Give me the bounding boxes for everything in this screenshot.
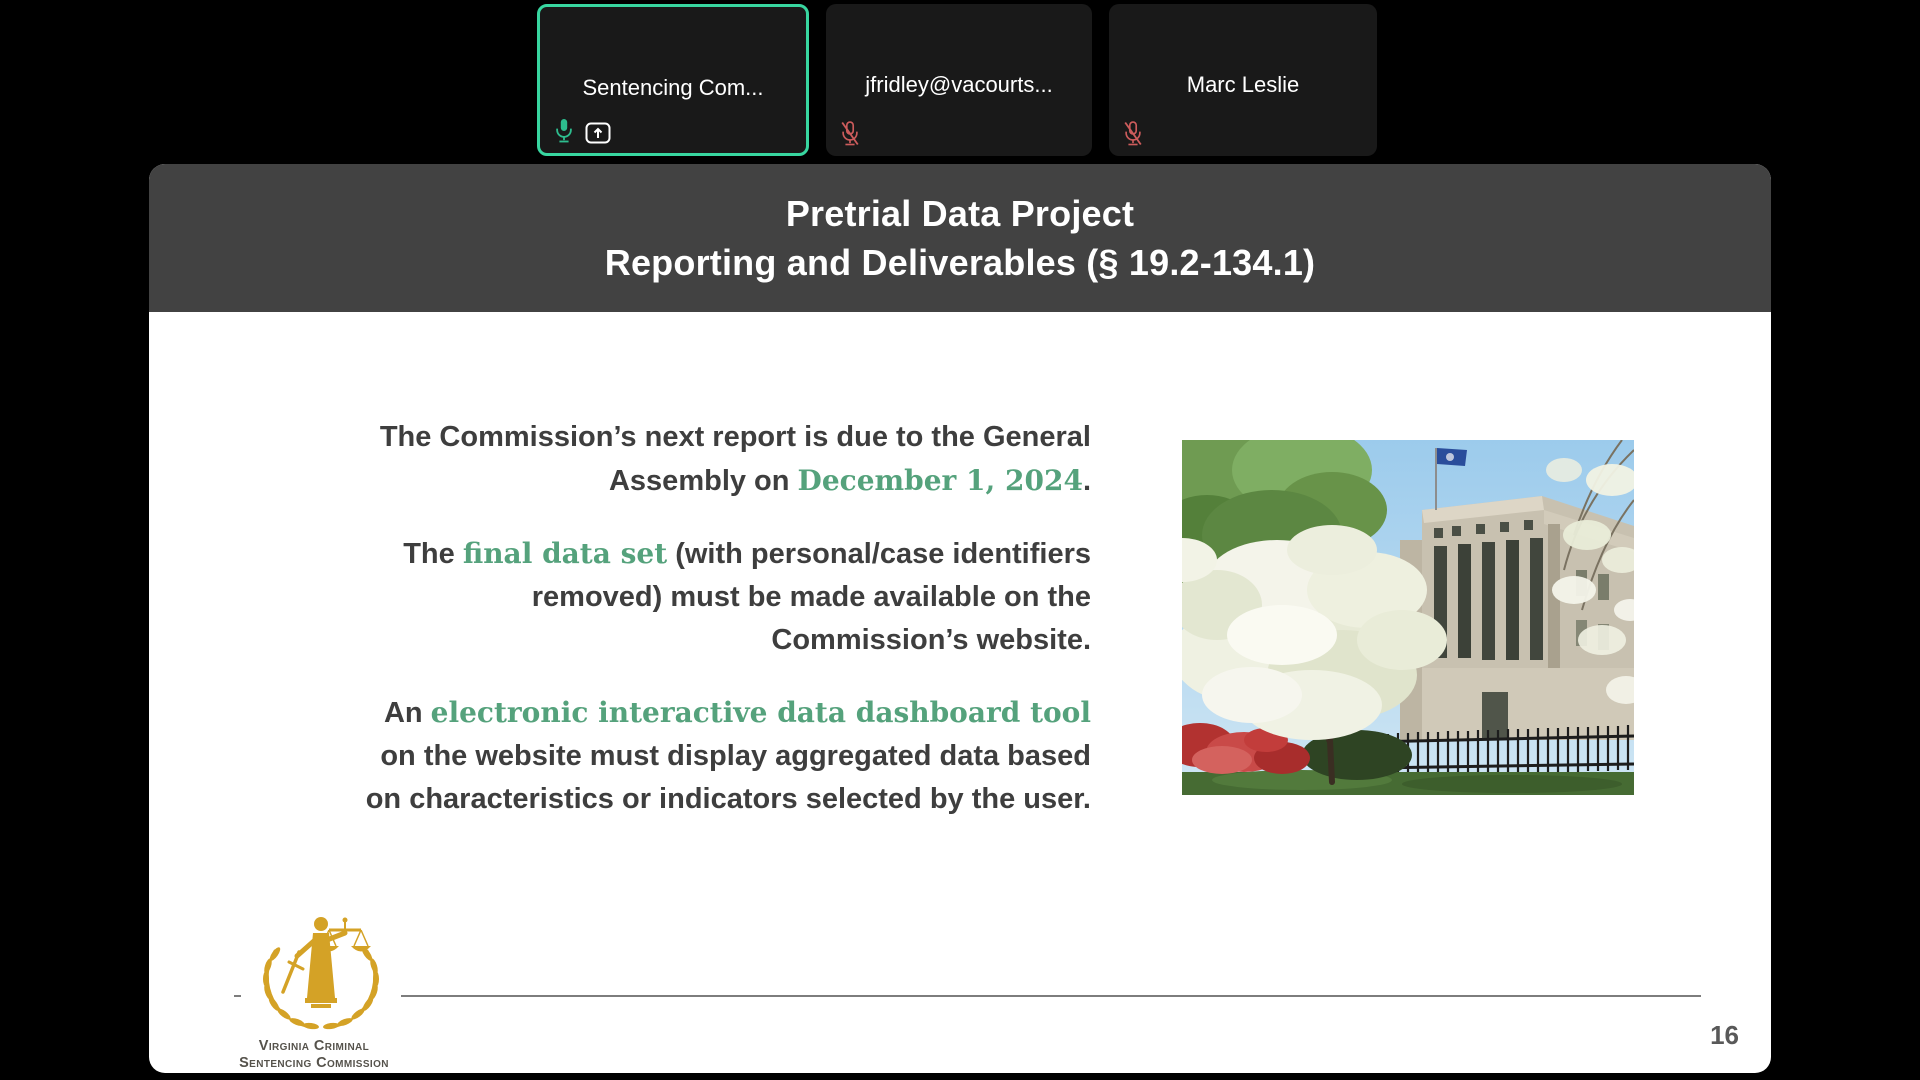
organization-name-line2: Sentencing Commission [239,1055,389,1071]
slide-page-number: 16 [1710,1020,1739,1050]
slide-title [149,164,1771,312]
text-segment: An [383,697,431,729]
participant-tile-sentencing-commission[interactable] [537,4,809,156]
organization-name-line1: Virginia Criminal [258,1038,370,1054]
lady-justice-scales-icon [241,906,401,1036]
slide-body-text [364,416,1091,850]
participant-status-icons [839,120,861,147]
shared-slide [149,164,1771,1073]
participant-status-icons [1122,120,1144,147]
slide-paragraph [364,691,1091,821]
participant-name: jfridley@vacourts... [865,72,1053,97]
participant-tile-marc-leslie[interactable] [1109,4,1377,156]
participant-tile-jfridley[interactable] [826,4,1092,156]
mic-muted-icon [1122,120,1144,147]
slide-paragraph [364,416,1091,503]
slide-title-line2: Reporting and Deliverables (§ 19.2-134.1) [604,242,1316,283]
footer-divider-line [234,995,1701,997]
organization-name [209,1038,419,1072]
mic-on-icon [553,117,575,144]
text-segment: The [403,538,463,570]
participant-name: Marc Leslie [1186,72,1300,97]
accent-text: final data set [462,537,668,570]
text-segment: on the website must display aggregated data based on characteristics or indicators selected by the user. [365,740,1091,815]
text-segment: (with personal/case identifiers removed) must be made available on the Commission’s website. [531,538,1091,656]
text-segment: The Commission’s next report is due to the General Assembly on [379,421,1091,497]
slide-paragraph [364,532,1091,662]
accent-text: December 1, 2024 [797,464,1083,497]
accent-text: electronic interactive data dashboard tool [430,696,1091,729]
mic-muted-icon [839,120,861,147]
participant-status-icons [553,117,611,144]
screen-share-icon [585,122,611,144]
participant-name: Sentencing Com... [582,75,764,100]
slide-title-line1: Pretrial Data Project [785,193,1135,234]
building-photo [1182,440,1634,795]
text-segment: . [1082,465,1091,497]
